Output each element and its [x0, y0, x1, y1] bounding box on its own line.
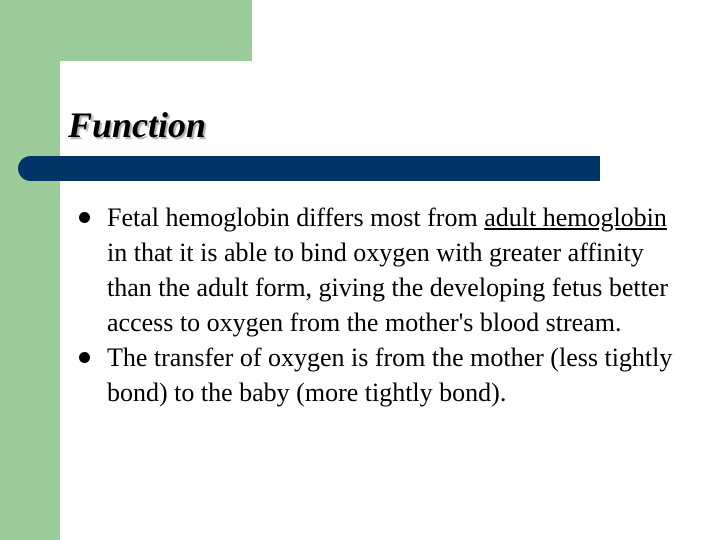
- bullet-item-2: [76, 340, 686, 410]
- title-underline-bar: [18, 156, 600, 181]
- bullet-dot-icon: [79, 212, 90, 223]
- bullet-2-text: The transfer of oxygen is from the mother (less tightly bond) to the baby (more tightly bond).: [107, 343, 673, 407]
- bullet-list: [76, 200, 686, 410]
- top-green-block: [0, 0, 252, 61]
- bullet-1-lead-text: Fetal hemoglobin differs most from: [107, 203, 485, 232]
- bullet-1-rest-text: in that it is able to bind oxygen with greater affinity than the adult form, giving the developing fetus better access to oxygen from the mother's blood stream.: [107, 238, 669, 337]
- left-green-bar: [0, 0, 60, 540]
- adult-hemoglobin-link[interactable]: adult hemoglobin: [484, 203, 667, 232]
- bullet-item-1: [76, 200, 686, 340]
- slide-title: Function: [68, 105, 207, 145]
- bullet-dot-icon: [79, 352, 90, 363]
